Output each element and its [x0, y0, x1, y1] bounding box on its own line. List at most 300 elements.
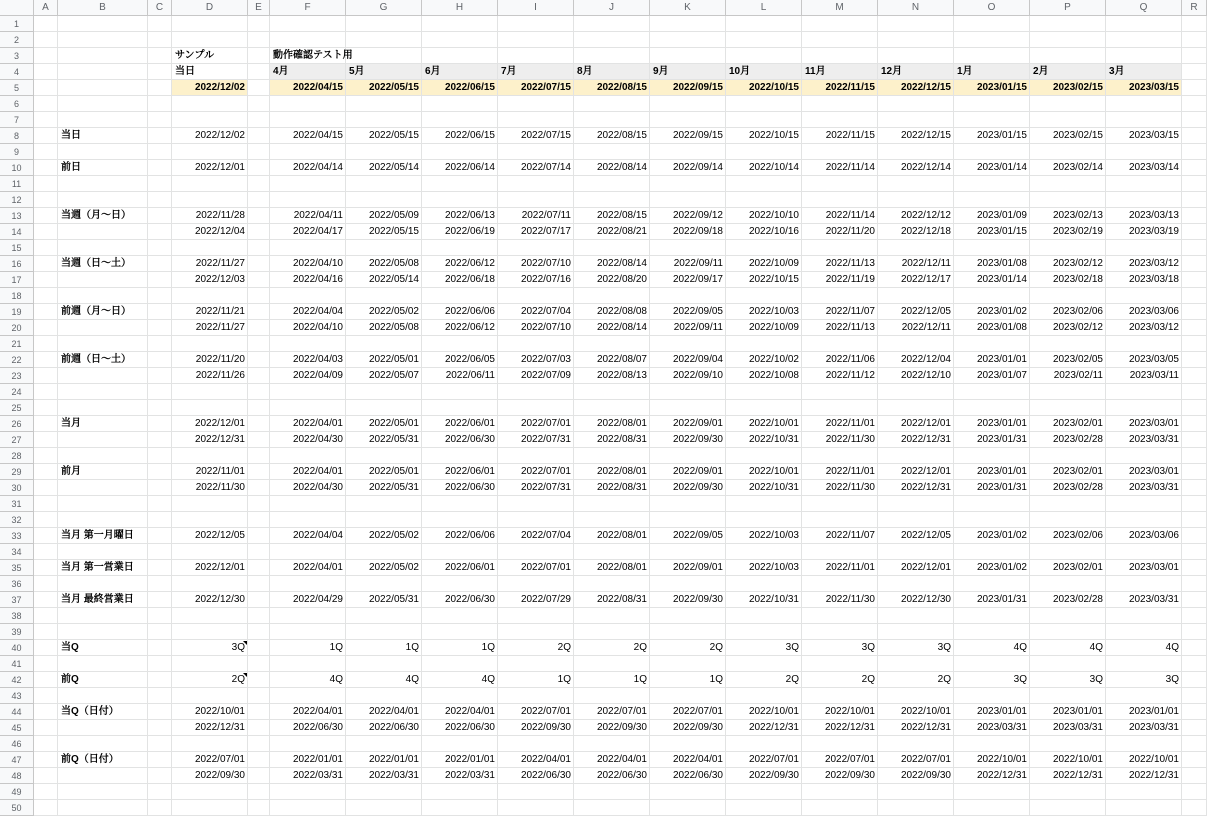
cell[interactable]: [498, 32, 574, 48]
cell[interactable]: [346, 544, 422, 560]
cell[interactable]: [1182, 448, 1207, 464]
cell[interactable]: [148, 144, 172, 160]
cell[interactable]: [1182, 688, 1207, 704]
cell[interactable]: [574, 48, 650, 64]
row-header[interactable]: 32: [0, 512, 34, 528]
cell[interactable]: [422, 688, 498, 704]
row-header[interactable]: 11: [0, 176, 34, 192]
cell[interactable]: [172, 288, 248, 304]
cell[interactable]: [148, 256, 172, 272]
cell[interactable]: [650, 736, 726, 752]
cell[interactable]: [1106, 384, 1182, 400]
cell[interactable]: [1182, 208, 1207, 224]
cell[interactable]: [58, 432, 148, 448]
cell[interactable]: [248, 720, 270, 736]
cell[interactable]: [1030, 512, 1106, 528]
cell[interactable]: [58, 624, 148, 640]
cell[interactable]: [248, 208, 270, 224]
cell[interactable]: [1030, 544, 1106, 560]
cell[interactable]: [1182, 176, 1207, 192]
cell[interactable]: [248, 48, 270, 64]
cell[interactable]: [650, 384, 726, 400]
cell[interactable]: [422, 496, 498, 512]
cell[interactable]: [650, 784, 726, 800]
cell[interactable]: [574, 608, 650, 624]
cell[interactable]: [574, 112, 650, 128]
row-header[interactable]: 7: [0, 112, 34, 128]
column-header[interactable]: K: [650, 0, 726, 16]
cell[interactable]: [422, 144, 498, 160]
cell[interactable]: [726, 512, 802, 528]
cell[interactable]: [650, 576, 726, 592]
cell[interactable]: [148, 48, 172, 64]
cell[interactable]: [248, 416, 270, 432]
cell[interactable]: [172, 336, 248, 352]
cell[interactable]: [34, 672, 58, 688]
cell[interactable]: [34, 800, 58, 816]
cell[interactable]: [802, 608, 878, 624]
cell[interactable]: [802, 576, 878, 592]
cell[interactable]: [34, 192, 58, 208]
cell[interactable]: [148, 768, 172, 784]
cell[interactable]: [1182, 64, 1207, 80]
cell[interactable]: [172, 800, 248, 816]
cell[interactable]: [1106, 240, 1182, 256]
cell[interactable]: [148, 400, 172, 416]
cell[interactable]: [1030, 144, 1106, 160]
cell[interactable]: [58, 784, 148, 800]
cell[interactable]: [878, 448, 954, 464]
cell[interactable]: [650, 48, 726, 64]
cell[interactable]: [498, 688, 574, 704]
cell[interactable]: [802, 384, 878, 400]
row-header[interactable]: 30: [0, 480, 34, 496]
cell[interactable]: [34, 128, 58, 144]
cell[interactable]: [148, 368, 172, 384]
cell[interactable]: [148, 288, 172, 304]
cell[interactable]: [954, 688, 1030, 704]
cell[interactable]: [248, 704, 270, 720]
cell[interactable]: [1106, 176, 1182, 192]
cell[interactable]: [346, 688, 422, 704]
cell[interactable]: [346, 192, 422, 208]
cell[interactable]: [248, 800, 270, 816]
cell[interactable]: [248, 656, 270, 672]
cell[interactable]: [148, 592, 172, 608]
cell[interactable]: [1182, 624, 1207, 640]
cell[interactable]: [1182, 640, 1207, 656]
cell[interactable]: [574, 624, 650, 640]
cell[interactable]: [346, 112, 422, 128]
cell[interactable]: [248, 272, 270, 288]
cell[interactable]: [498, 144, 574, 160]
cell[interactable]: [802, 32, 878, 48]
cell[interactable]: [802, 192, 878, 208]
row-header[interactable]: 46: [0, 736, 34, 752]
cell[interactable]: [650, 448, 726, 464]
column-header[interactable]: P: [1030, 0, 1106, 16]
cell[interactable]: [58, 448, 148, 464]
cell[interactable]: [58, 240, 148, 256]
cell[interactable]: [172, 448, 248, 464]
cell[interactable]: [650, 144, 726, 160]
cell[interactable]: [148, 416, 172, 432]
cell[interactable]: [58, 384, 148, 400]
cell[interactable]: [498, 240, 574, 256]
cell[interactable]: [802, 288, 878, 304]
cell[interactable]: [58, 768, 148, 784]
cell[interactable]: [1106, 96, 1182, 112]
cell[interactable]: [346, 784, 422, 800]
cell[interactable]: [802, 784, 878, 800]
cell[interactable]: [574, 448, 650, 464]
cell[interactable]: [248, 688, 270, 704]
cell[interactable]: [574, 656, 650, 672]
cell[interactable]: [248, 224, 270, 240]
row-header[interactable]: 8: [0, 128, 34, 144]
row-header[interactable]: 22: [0, 352, 34, 368]
cell[interactable]: [726, 192, 802, 208]
cell[interactable]: [34, 400, 58, 416]
cell[interactable]: [248, 768, 270, 784]
row-header[interactable]: 6: [0, 96, 34, 112]
cell[interactable]: [1106, 32, 1182, 48]
cell[interactable]: [954, 608, 1030, 624]
cell[interactable]: [34, 784, 58, 800]
cell[interactable]: [58, 512, 148, 528]
cell[interactable]: [954, 336, 1030, 352]
cell[interactable]: [574, 576, 650, 592]
cell[interactable]: [34, 496, 58, 512]
row-header[interactable]: 2: [0, 32, 34, 48]
cell[interactable]: [34, 112, 58, 128]
cell[interactable]: [650, 192, 726, 208]
cell[interactable]: [270, 656, 346, 672]
cell[interactable]: [34, 560, 58, 576]
cell[interactable]: [58, 288, 148, 304]
cell[interactable]: [954, 384, 1030, 400]
row-header[interactable]: 45: [0, 720, 34, 736]
cell[interactable]: [574, 96, 650, 112]
cell[interactable]: [1182, 32, 1207, 48]
cell[interactable]: [1182, 48, 1207, 64]
row-header[interactable]: 43: [0, 688, 34, 704]
cell[interactable]: [498, 624, 574, 640]
cell[interactable]: [270, 544, 346, 560]
cell[interactable]: [172, 112, 248, 128]
column-header[interactable]: I: [498, 0, 574, 16]
cell[interactable]: [1030, 384, 1106, 400]
cell[interactable]: [878, 96, 954, 112]
cell[interactable]: [34, 624, 58, 640]
cell[interactable]: [34, 512, 58, 528]
cell[interactable]: [172, 96, 248, 112]
cell[interactable]: [498, 448, 574, 464]
cell[interactable]: [1182, 96, 1207, 112]
cell[interactable]: [650, 496, 726, 512]
cell[interactable]: [1106, 736, 1182, 752]
row-header[interactable]: 27: [0, 432, 34, 448]
cell[interactable]: [650, 624, 726, 640]
cell[interactable]: [248, 544, 270, 560]
cell[interactable]: [34, 704, 58, 720]
cell[interactable]: [148, 384, 172, 400]
row-header[interactable]: 37: [0, 592, 34, 608]
cell[interactable]: [498, 48, 574, 64]
cell[interactable]: [346, 48, 422, 64]
cell[interactable]: [248, 112, 270, 128]
cell[interactable]: [1030, 16, 1106, 32]
cell[interactable]: [1106, 512, 1182, 528]
cell[interactable]: [148, 784, 172, 800]
cell[interactable]: [58, 736, 148, 752]
cell[interactable]: [422, 384, 498, 400]
cell[interactable]: [498, 800, 574, 816]
cell[interactable]: [726, 544, 802, 560]
cell[interactable]: [172, 16, 248, 32]
column-header[interactable]: L: [726, 0, 802, 16]
cell[interactable]: [878, 192, 954, 208]
column-header[interactable]: F: [270, 0, 346, 16]
row-header[interactable]: 25: [0, 400, 34, 416]
cell[interactable]: [148, 304, 172, 320]
cell[interactable]: [34, 320, 58, 336]
cell[interactable]: [878, 176, 954, 192]
cell[interactable]: [148, 640, 172, 656]
cell[interactable]: [1182, 368, 1207, 384]
cell[interactable]: [270, 800, 346, 816]
cell[interactable]: [954, 656, 1030, 672]
cell[interactable]: [346, 400, 422, 416]
cell[interactable]: [574, 384, 650, 400]
cell[interactable]: [878, 784, 954, 800]
cell[interactable]: [270, 176, 346, 192]
cell[interactable]: [726, 800, 802, 816]
cell[interactable]: [58, 576, 148, 592]
column-header[interactable]: Q: [1106, 0, 1182, 16]
cell[interactable]: [802, 336, 878, 352]
cell[interactable]: [58, 368, 148, 384]
cell[interactable]: [498, 336, 574, 352]
cell[interactable]: [270, 192, 346, 208]
cell[interactable]: [172, 544, 248, 560]
cell[interactable]: [248, 384, 270, 400]
row-header[interactable]: 36: [0, 576, 34, 592]
cell[interactable]: [148, 752, 172, 768]
cell[interactable]: [270, 384, 346, 400]
cell[interactable]: [954, 512, 1030, 528]
cell[interactable]: [1182, 416, 1207, 432]
cell[interactable]: [802, 400, 878, 416]
cell[interactable]: [1182, 432, 1207, 448]
column-header[interactable]: H: [422, 0, 498, 16]
column-header[interactable]: A: [34, 0, 58, 16]
cell[interactable]: [248, 368, 270, 384]
cell[interactable]: [1182, 320, 1207, 336]
cell[interactable]: [1030, 608, 1106, 624]
cell[interactable]: [34, 688, 58, 704]
row-header[interactable]: 20: [0, 320, 34, 336]
cell[interactable]: [346, 576, 422, 592]
cell[interactable]: [1182, 592, 1207, 608]
cell[interactable]: [172, 784, 248, 800]
cell[interactable]: [34, 256, 58, 272]
cell[interactable]: [148, 272, 172, 288]
cell[interactable]: [1182, 480, 1207, 496]
cell[interactable]: [878, 736, 954, 752]
cell[interactable]: [726, 48, 802, 64]
cell[interactable]: [270, 144, 346, 160]
cell[interactable]: [248, 752, 270, 768]
cell[interactable]: [1182, 800, 1207, 816]
row-header[interactable]: 26: [0, 416, 34, 432]
cell[interactable]: [248, 160, 270, 176]
cell[interactable]: [650, 112, 726, 128]
cell[interactable]: [650, 16, 726, 32]
cell[interactable]: [726, 688, 802, 704]
cell[interactable]: [1030, 112, 1106, 128]
row-header[interactable]: 31: [0, 496, 34, 512]
cell[interactable]: [248, 128, 270, 144]
cell[interactable]: [34, 736, 58, 752]
cell[interactable]: [346, 624, 422, 640]
cell[interactable]: [1106, 288, 1182, 304]
cell[interactable]: [1030, 400, 1106, 416]
row-header[interactable]: 41: [0, 656, 34, 672]
cell[interactable]: [1106, 544, 1182, 560]
cell[interactable]: [954, 576, 1030, 592]
cell[interactable]: [1030, 688, 1106, 704]
cell[interactable]: [148, 720, 172, 736]
cell[interactable]: [422, 448, 498, 464]
cell[interactable]: [34, 592, 58, 608]
cell[interactable]: [172, 656, 248, 672]
cell[interactable]: [270, 288, 346, 304]
cell[interactable]: [954, 784, 1030, 800]
row-header[interactable]: 29: [0, 464, 34, 480]
cell[interactable]: [248, 352, 270, 368]
cell[interactable]: [802, 448, 878, 464]
row-header[interactable]: 18: [0, 288, 34, 304]
row-header[interactable]: 44: [0, 704, 34, 720]
cell[interactable]: [248, 288, 270, 304]
cell[interactable]: [498, 496, 574, 512]
cell[interactable]: [1182, 128, 1207, 144]
cell[interactable]: [346, 240, 422, 256]
cell[interactable]: [726, 656, 802, 672]
cell[interactable]: [270, 32, 346, 48]
cell[interactable]: [172, 576, 248, 592]
cell[interactable]: [726, 16, 802, 32]
cell[interactable]: [878, 496, 954, 512]
cell[interactable]: [802, 144, 878, 160]
cell[interactable]: [34, 288, 58, 304]
row-header[interactable]: 9: [0, 144, 34, 160]
row-header[interactable]: 24: [0, 384, 34, 400]
cell[interactable]: [954, 400, 1030, 416]
cell[interactable]: [58, 720, 148, 736]
cell[interactable]: [148, 560, 172, 576]
cell[interactable]: [878, 512, 954, 528]
cell[interactable]: [802, 240, 878, 256]
cell[interactable]: [34, 208, 58, 224]
cell[interactable]: [422, 800, 498, 816]
cell[interactable]: [148, 192, 172, 208]
cell[interactable]: [248, 624, 270, 640]
cell[interactable]: [172, 512, 248, 528]
cell[interactable]: [172, 240, 248, 256]
cell[interactable]: [1182, 560, 1207, 576]
row-header[interactable]: 48: [0, 768, 34, 784]
cell[interactable]: [1182, 160, 1207, 176]
cell[interactable]: [726, 496, 802, 512]
cell[interactable]: [422, 32, 498, 48]
row-header[interactable]: 17: [0, 272, 34, 288]
cell[interactable]: [954, 144, 1030, 160]
cell[interactable]: [1030, 240, 1106, 256]
cell[interactable]: [802, 176, 878, 192]
cell[interactable]: [954, 192, 1030, 208]
cell[interactable]: [422, 576, 498, 592]
row-header[interactable]: 39: [0, 624, 34, 640]
cell[interactable]: [1182, 384, 1207, 400]
column-header[interactable]: E: [248, 0, 270, 16]
cell[interactable]: [346, 496, 422, 512]
cell[interactable]: [148, 464, 172, 480]
cell[interactable]: [248, 64, 270, 80]
cell[interactable]: [1182, 16, 1207, 32]
cell[interactable]: [346, 608, 422, 624]
cell[interactable]: [148, 80, 172, 96]
cell[interactable]: [802, 800, 878, 816]
cell[interactable]: [422, 288, 498, 304]
cell[interactable]: [34, 224, 58, 240]
cell[interactable]: [1182, 80, 1207, 96]
row-header[interactable]: 47: [0, 752, 34, 768]
cell[interactable]: [34, 96, 58, 112]
cell[interactable]: [650, 288, 726, 304]
cell[interactable]: [802, 96, 878, 112]
cell[interactable]: [270, 336, 346, 352]
cell[interactable]: [878, 576, 954, 592]
cell[interactable]: [1030, 800, 1106, 816]
cell[interactable]: [1030, 336, 1106, 352]
column-header[interactable]: M: [802, 0, 878, 16]
cell[interactable]: [422, 512, 498, 528]
cell[interactable]: [1182, 240, 1207, 256]
cell[interactable]: [34, 752, 58, 768]
cell[interactable]: [346, 336, 422, 352]
cell[interactable]: [346, 656, 422, 672]
cell[interactable]: [270, 736, 346, 752]
cell[interactable]: [726, 384, 802, 400]
cell[interactable]: [148, 736, 172, 752]
cell[interactable]: [1106, 624, 1182, 640]
cell[interactable]: [878, 400, 954, 416]
cell[interactable]: [802, 688, 878, 704]
cell[interactable]: [878, 16, 954, 32]
cell[interactable]: [34, 480, 58, 496]
cell[interactable]: [878, 544, 954, 560]
cell[interactable]: [172, 496, 248, 512]
cell[interactable]: [1106, 48, 1182, 64]
cell[interactable]: [574, 800, 650, 816]
cell[interactable]: [172, 608, 248, 624]
cell[interactable]: [346, 144, 422, 160]
cell[interactable]: [802, 48, 878, 64]
row-header[interactable]: 1: [0, 16, 34, 32]
cell[interactable]: [270, 96, 346, 112]
